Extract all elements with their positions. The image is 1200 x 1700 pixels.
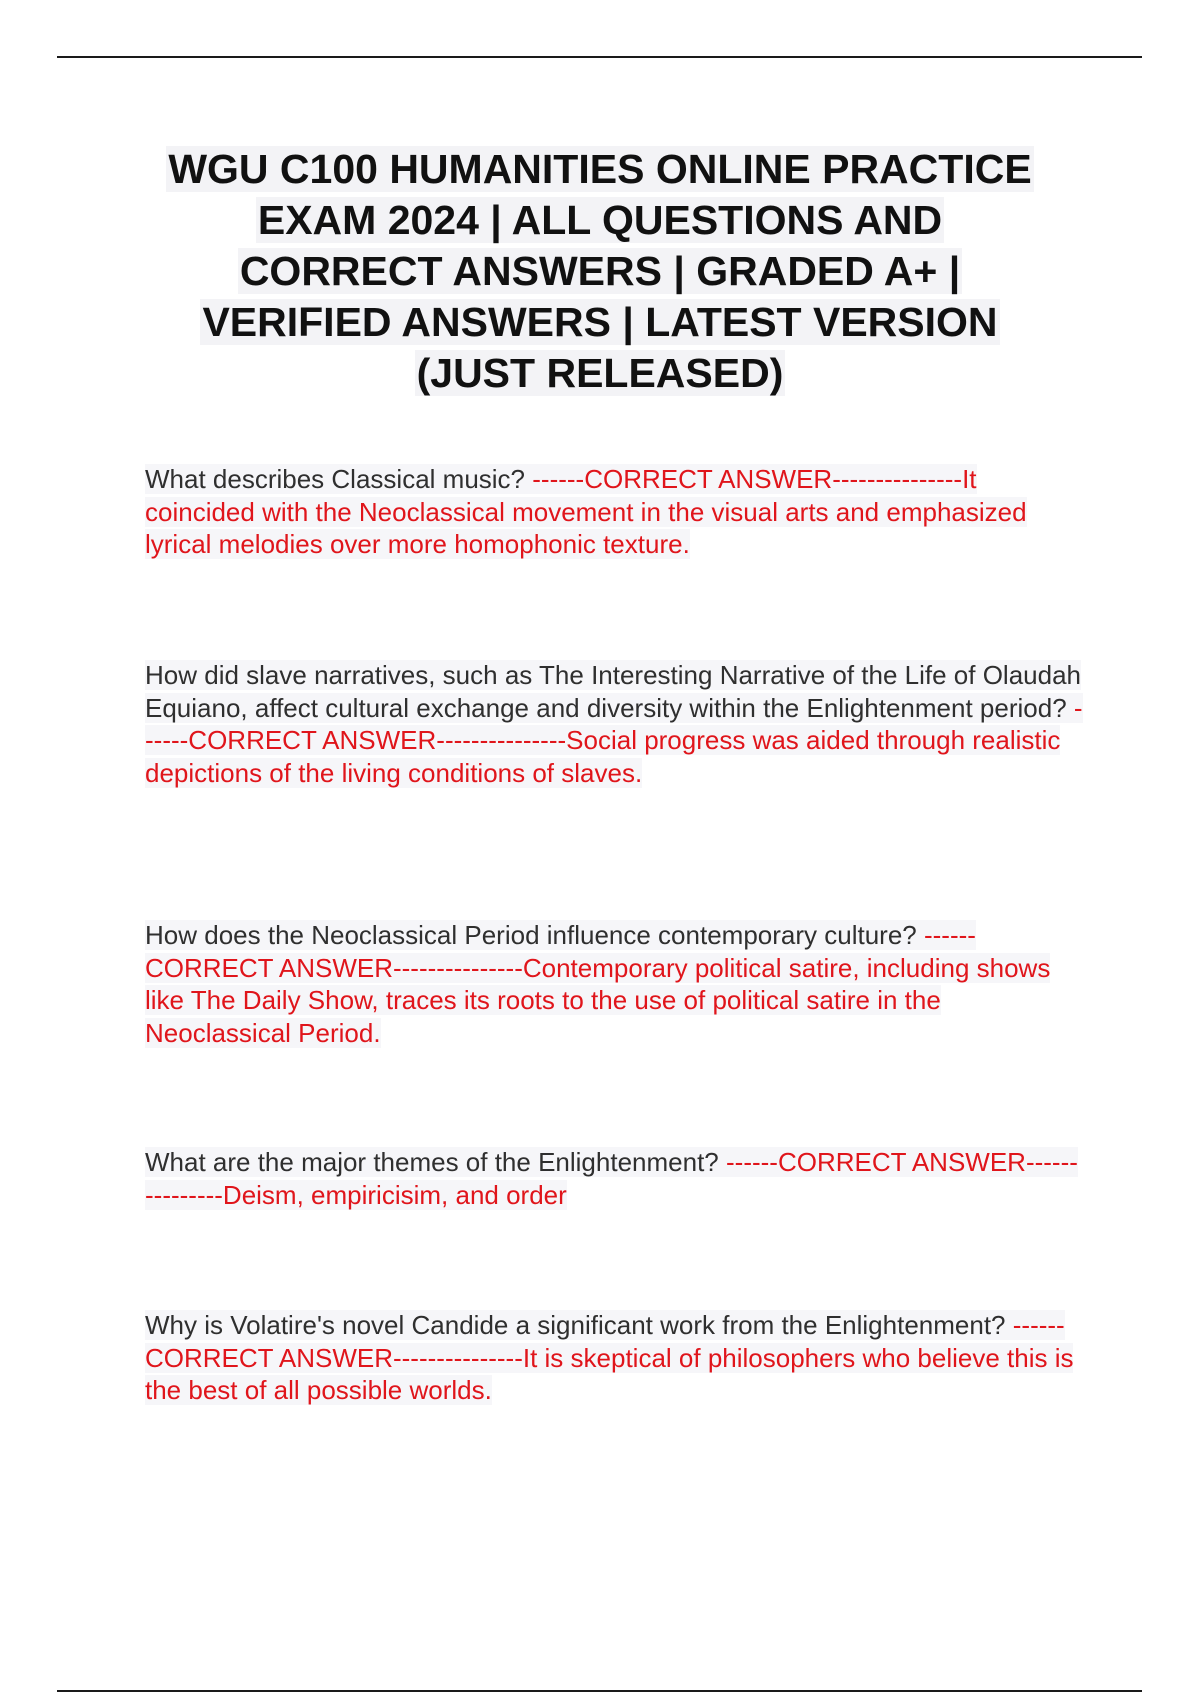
qa-item-5 <box>145 1309 1085 1407</box>
answer-text: ------CORRECT ANSWER---------------Deism, empiricisim, and order <box>145 1147 1078 1210</box>
title-line-2: EXAM 2024 | ALL QUESTIONS AND <box>257 197 943 243</box>
qa-item-3 <box>145 919 1085 1049</box>
title-line-5: (JUST RELEASED) <box>416 350 784 396</box>
answer-text: ------CORRECT ANSWER---------------Social progress was aided through realistic depictions of the living conditions of slaves. <box>145 692 1083 788</box>
question-text: How did slave narratives, such as The Interesting Narrative of the Life of Olaudah Equiano, affect cultural exchange and diversity within the Enlightenment period? <box>145 660 1082 723</box>
answer-text: ------CORRECT ANSWER---------------Contemporary political satire, including shows like The Daily Show, traces its roots to the use of political satire in the Neoclassical Period. <box>145 920 1051 1048</box>
title-line-1: WGU C100 HUMANITIES ONLINE PRACTICE <box>168 146 1032 192</box>
title-line-4: VERIFIED ANSWERS | LATEST VERSION <box>202 299 998 345</box>
answer-text: ------CORRECT ANSWER---------------It is skeptical of philosophers who believe this is the best of all possible worlds. <box>145 1310 1074 1405</box>
question-text: Why is Volatire's novel Candide a significant work from the Enlightenment? <box>145 1310 1006 1340</box>
document-title <box>100 144 1100 399</box>
question-text: How does the Neoclassical Period influence contemporary culture? <box>145 920 917 950</box>
top-rule <box>57 56 1142 58</box>
qa-item-1 <box>145 463 1085 561</box>
answer-text: ------CORRECT ANSWER---------------It coincided with the Neoclassical movement in the visual arts and emphasized lyrical melodies over more homophonic texture. <box>145 464 1027 559</box>
qa-item-2 <box>145 659 1085 789</box>
bottom-rule <box>57 1690 1142 1692</box>
title-line-3: CORRECT ANSWERS | GRADED A+ | <box>239 248 961 294</box>
qa-item-4 <box>145 1146 1085 1211</box>
question-text: What are the major themes of the Enlightenment? <box>145 1147 719 1177</box>
question-text: What describes Classical music? <box>145 464 526 494</box>
